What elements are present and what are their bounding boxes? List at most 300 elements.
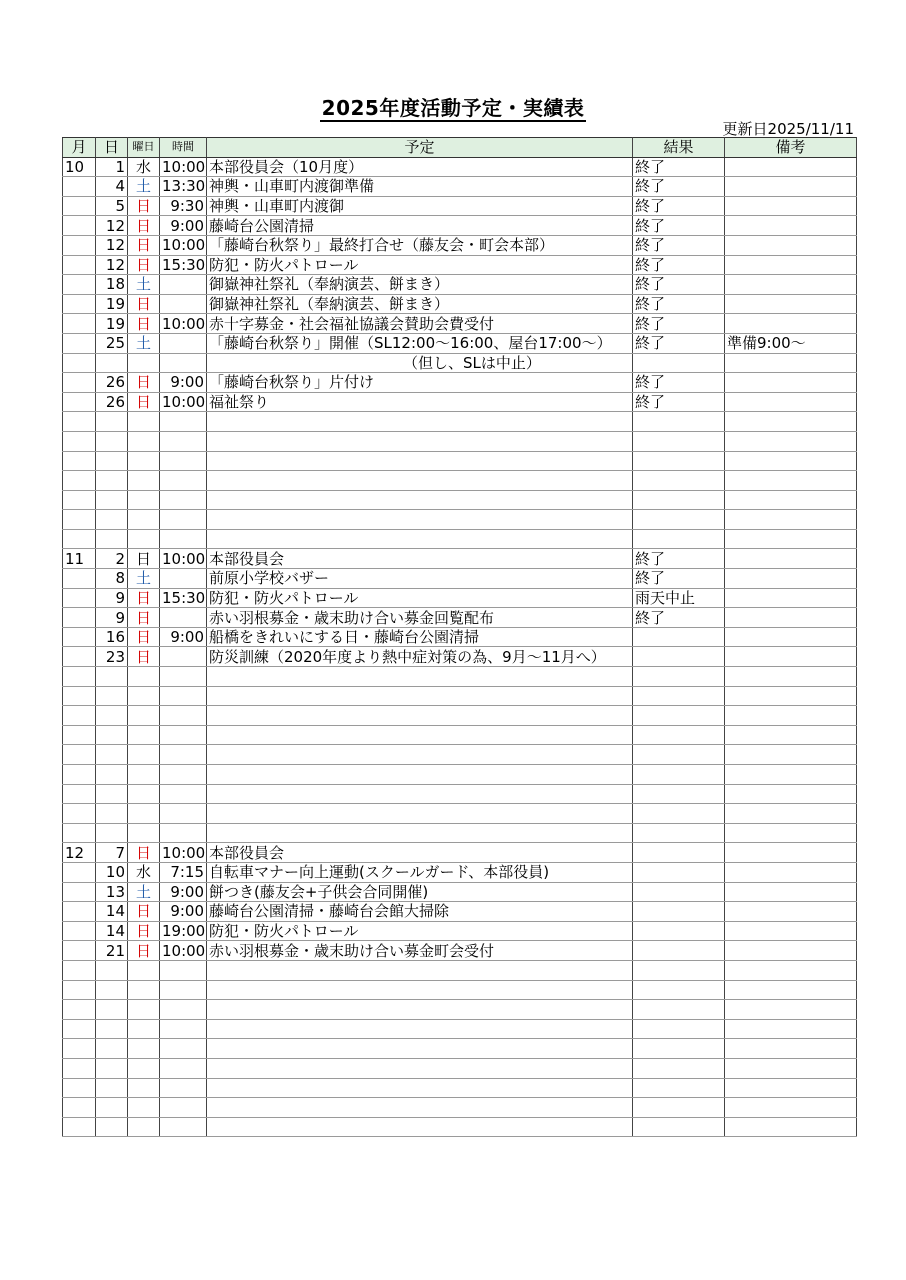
plan-cell bbox=[207, 745, 633, 765]
plan-cell bbox=[207, 725, 633, 745]
plan-cell: 自転車マナー向上運動(スクールガード、本部役員) bbox=[207, 862, 633, 882]
table-row bbox=[63, 647, 857, 667]
weekday-cell: 土 bbox=[128, 177, 160, 197]
blank-row bbox=[63, 451, 857, 471]
result-cell bbox=[633, 471, 725, 491]
weekday-cell bbox=[128, 1117, 160, 1137]
time-cell bbox=[160, 451, 207, 471]
weekday-cell bbox=[128, 1000, 160, 1020]
month-cell bbox=[63, 431, 96, 451]
month-cell bbox=[63, 588, 96, 608]
time-cell bbox=[160, 765, 207, 785]
result-cell bbox=[633, 1019, 725, 1039]
result-cell bbox=[633, 843, 725, 863]
plan-cell: 船橋をきれいにする日・藤崎台公園清掃 bbox=[207, 627, 633, 647]
day-cell bbox=[96, 412, 128, 432]
month-cell bbox=[63, 216, 96, 236]
result-cell bbox=[633, 1117, 725, 1137]
plan-cell: 御嶽神社祭礼（奉納演芸、餅まき） bbox=[207, 294, 633, 314]
weekday-cell: 土 bbox=[128, 275, 160, 295]
time-cell: 9:30 bbox=[160, 196, 207, 216]
day-cell bbox=[96, 1019, 128, 1039]
result-cell bbox=[633, 804, 725, 824]
time-cell bbox=[160, 647, 207, 667]
note-cell bbox=[725, 549, 857, 569]
result-cell bbox=[633, 451, 725, 471]
blank-row bbox=[63, 1078, 857, 1098]
weekday-cell: 日 bbox=[128, 196, 160, 216]
note-cell bbox=[725, 823, 857, 843]
day-cell: 13 bbox=[96, 882, 128, 902]
month-cell bbox=[63, 412, 96, 432]
blank-row bbox=[63, 1000, 857, 1020]
month-cell bbox=[63, 373, 96, 393]
time-cell: 10:00 bbox=[160, 314, 207, 334]
time-cell bbox=[160, 1000, 207, 1020]
plan-cell: 神輿・山車町内渡御準備 bbox=[207, 177, 633, 197]
note-cell bbox=[725, 569, 857, 589]
note-cell bbox=[725, 235, 857, 255]
month-cell bbox=[63, 294, 96, 314]
month-cell bbox=[63, 255, 96, 275]
note-cell bbox=[725, 510, 857, 530]
result-cell: 終了 bbox=[633, 216, 725, 236]
note-cell bbox=[725, 373, 857, 393]
time-cell: 9:00 bbox=[160, 627, 207, 647]
month-cell bbox=[63, 941, 96, 961]
month-cell bbox=[63, 177, 96, 197]
blank-row bbox=[63, 1039, 857, 1059]
day-cell bbox=[96, 451, 128, 471]
month-cell bbox=[63, 275, 96, 295]
time-cell bbox=[160, 333, 207, 353]
blank-row bbox=[63, 765, 857, 785]
result-cell: 終了 bbox=[633, 608, 725, 628]
note-cell bbox=[725, 529, 857, 549]
note-cell: 準備9:00～ bbox=[725, 333, 857, 353]
weekday-cell bbox=[128, 980, 160, 1000]
time-cell bbox=[160, 275, 207, 295]
time-cell: 10:00 bbox=[160, 235, 207, 255]
note-cell bbox=[725, 588, 857, 608]
note-cell bbox=[725, 157, 857, 177]
plan-cell: 防犯・防火パトロール bbox=[207, 255, 633, 275]
day-cell bbox=[96, 980, 128, 1000]
result-cell: 終了 bbox=[633, 177, 725, 197]
result-cell bbox=[633, 510, 725, 530]
note-cell bbox=[725, 706, 857, 726]
month-cell bbox=[63, 451, 96, 471]
blank-row bbox=[63, 980, 857, 1000]
weekday-cell bbox=[128, 412, 160, 432]
day-cell bbox=[96, 765, 128, 785]
weekday-cell bbox=[128, 1039, 160, 1059]
note-cell bbox=[725, 921, 857, 941]
plan-cell bbox=[207, 960, 633, 980]
result-cell: 終了 bbox=[633, 392, 725, 412]
plan-cell: 防犯・防火パトロール bbox=[207, 588, 633, 608]
result-cell bbox=[633, 980, 725, 1000]
plan-cell bbox=[207, 471, 633, 491]
weekday-cell: 日 bbox=[128, 392, 160, 412]
day-cell: 12 bbox=[96, 216, 128, 236]
weekday-cell: 土 bbox=[128, 569, 160, 589]
time-cell: 9:00 bbox=[160, 216, 207, 236]
month-cell bbox=[63, 1078, 96, 1098]
weekday-cell bbox=[128, 529, 160, 549]
plan-cell: （但し、SLは中止） bbox=[207, 353, 633, 373]
day-cell bbox=[96, 823, 128, 843]
plan-cell bbox=[207, 1058, 633, 1078]
section-first-row bbox=[63, 157, 857, 177]
day-cell bbox=[96, 804, 128, 824]
note-cell bbox=[725, 843, 857, 863]
plan-cell: 福祉祭り bbox=[207, 392, 633, 412]
note-cell bbox=[725, 686, 857, 706]
note-cell bbox=[725, 392, 857, 412]
time-cell: 9:00 bbox=[160, 902, 207, 922]
month-cell bbox=[63, 627, 96, 647]
month-cell bbox=[63, 608, 96, 628]
time-cell: 7:15 bbox=[160, 862, 207, 882]
result-cell bbox=[633, 921, 725, 941]
month-cell bbox=[63, 862, 96, 882]
result-cell bbox=[633, 706, 725, 726]
blank-row bbox=[63, 412, 857, 432]
day-cell: 14 bbox=[96, 902, 128, 922]
blank-row bbox=[63, 784, 857, 804]
plan-cell bbox=[207, 765, 633, 785]
result-cell bbox=[633, 529, 725, 549]
result-cell bbox=[633, 431, 725, 451]
result-cell: 雨天中止 bbox=[633, 588, 725, 608]
weekday-cell: 日 bbox=[128, 588, 160, 608]
month-cell bbox=[63, 647, 96, 667]
plan-cell: 「藤崎台秋祭り」開催（SL12:00～16:00、屋台17:00～） bbox=[207, 333, 633, 353]
plan-cell bbox=[207, 412, 633, 432]
time-cell: 15:30 bbox=[160, 588, 207, 608]
day-cell: 26 bbox=[96, 392, 128, 412]
note-cell bbox=[725, 431, 857, 451]
table-row bbox=[63, 882, 857, 902]
time-cell bbox=[160, 1039, 207, 1059]
result-cell bbox=[633, 490, 725, 510]
time-cell bbox=[160, 706, 207, 726]
blank-row bbox=[63, 745, 857, 765]
time-cell bbox=[160, 1078, 207, 1098]
time-cell bbox=[160, 471, 207, 491]
schedule-body bbox=[63, 157, 857, 1137]
day-cell: 12 bbox=[96, 255, 128, 275]
update-date: 更新日2025/11/11 bbox=[722, 120, 854, 138]
weekday-cell bbox=[128, 471, 160, 491]
month-cell bbox=[63, 569, 96, 589]
note-cell bbox=[725, 255, 857, 275]
day-cell bbox=[96, 725, 128, 745]
month-cell bbox=[63, 353, 96, 373]
page-title bbox=[0, 92, 906, 121]
plan-cell bbox=[207, 529, 633, 549]
blank-row bbox=[63, 1098, 857, 1118]
month-cell bbox=[63, 667, 96, 687]
note-cell bbox=[725, 471, 857, 491]
day-cell: 25 bbox=[96, 333, 128, 353]
day-cell bbox=[96, 745, 128, 765]
table-row bbox=[63, 353, 857, 373]
plan-cell bbox=[207, 1098, 633, 1118]
plan-cell bbox=[207, 1117, 633, 1137]
result-cell bbox=[633, 1058, 725, 1078]
note-cell bbox=[725, 804, 857, 824]
weekday-cell: 日 bbox=[128, 921, 160, 941]
weekday-cell bbox=[128, 1058, 160, 1078]
weekday-cell bbox=[128, 725, 160, 745]
plan-cell: 赤い羽根募金・歳末助け合い募金回覧配布 bbox=[207, 608, 633, 628]
weekday-cell: 日 bbox=[128, 314, 160, 334]
note-cell bbox=[725, 1058, 857, 1078]
table-row bbox=[63, 941, 857, 961]
table-row bbox=[63, 333, 857, 353]
time-cell bbox=[160, 960, 207, 980]
weekday-cell bbox=[128, 353, 160, 373]
note-cell bbox=[725, 745, 857, 765]
weekday-cell: 水 bbox=[128, 157, 160, 177]
table-row bbox=[63, 392, 857, 412]
result-cell: 終了 bbox=[633, 157, 725, 177]
result-cell: 終了 bbox=[633, 373, 725, 393]
plan-cell bbox=[207, 706, 633, 726]
header-row bbox=[63, 138, 857, 158]
plan-cell: 藤崎台公園清掃・藤崎台会館大掃除 bbox=[207, 902, 633, 922]
plan-cell bbox=[207, 490, 633, 510]
result-cell bbox=[633, 627, 725, 647]
plan-cell: 防災訓練（2020年度より熱中症対策の為、9月～11月へ） bbox=[207, 647, 633, 667]
weekday-cell: 日 bbox=[128, 843, 160, 863]
result-cell bbox=[633, 823, 725, 843]
result-cell bbox=[633, 882, 725, 902]
plan-cell: 藤崎台公園清掃 bbox=[207, 216, 633, 236]
month-cell bbox=[63, 392, 96, 412]
schedule-table bbox=[62, 137, 857, 1137]
weekday-cell: 日 bbox=[128, 647, 160, 667]
weekday-cell: 日 bbox=[128, 902, 160, 922]
result-cell: 終了 bbox=[633, 235, 725, 255]
result-cell bbox=[633, 784, 725, 804]
time-cell bbox=[160, 490, 207, 510]
note-cell bbox=[725, 941, 857, 961]
month-cell bbox=[63, 823, 96, 843]
time-cell: 9:00 bbox=[160, 882, 207, 902]
time-cell: 10:00 bbox=[160, 941, 207, 961]
blank-row bbox=[63, 804, 857, 824]
time-cell bbox=[160, 686, 207, 706]
result-cell bbox=[633, 667, 725, 687]
month-cell bbox=[63, 235, 96, 255]
page-title-text: 2025年度活動予定・実績表 bbox=[321, 96, 585, 120]
month-cell bbox=[63, 1117, 96, 1137]
time-cell bbox=[160, 1098, 207, 1118]
note-cell bbox=[725, 177, 857, 197]
result-cell bbox=[633, 1039, 725, 1059]
plan-cell: 本部役員会 bbox=[207, 843, 633, 863]
time-cell bbox=[160, 823, 207, 843]
plan-cell bbox=[207, 823, 633, 843]
day-cell: 7 bbox=[96, 843, 128, 863]
month-cell bbox=[63, 960, 96, 980]
month-cell bbox=[63, 902, 96, 922]
month-cell bbox=[63, 725, 96, 745]
header-note: 備考 bbox=[725, 138, 857, 158]
weekday-cell bbox=[128, 765, 160, 785]
blank-row bbox=[63, 529, 857, 549]
plan-cell bbox=[207, 1078, 633, 1098]
table-row bbox=[63, 196, 857, 216]
day-cell bbox=[96, 686, 128, 706]
note-cell bbox=[725, 412, 857, 432]
table-row bbox=[63, 216, 857, 236]
weekday-cell: 日 bbox=[128, 235, 160, 255]
note-cell bbox=[725, 216, 857, 236]
weekday-cell: 土 bbox=[128, 882, 160, 902]
day-cell: 2 bbox=[96, 549, 128, 569]
day-cell: 4 bbox=[96, 177, 128, 197]
time-cell bbox=[160, 353, 207, 373]
blank-row bbox=[63, 471, 857, 491]
result-cell: 終了 bbox=[633, 275, 725, 295]
month-cell: 12 bbox=[63, 843, 96, 863]
blank-row bbox=[63, 1058, 857, 1078]
day-cell bbox=[96, 529, 128, 549]
time-cell bbox=[160, 569, 207, 589]
plan-cell bbox=[207, 1019, 633, 1039]
time-cell bbox=[160, 1019, 207, 1039]
weekday-cell: 土 bbox=[128, 333, 160, 353]
month-cell bbox=[63, 1000, 96, 1020]
note-cell bbox=[725, 490, 857, 510]
time-cell: 13:30 bbox=[160, 177, 207, 197]
day-cell: 26 bbox=[96, 373, 128, 393]
time-cell bbox=[160, 804, 207, 824]
note-cell bbox=[725, 882, 857, 902]
plan-cell bbox=[207, 784, 633, 804]
result-cell: 終了 bbox=[633, 569, 725, 589]
note-cell bbox=[725, 353, 857, 373]
plan-cell: 防犯・防火パトロール bbox=[207, 921, 633, 941]
time-cell bbox=[160, 745, 207, 765]
time-cell bbox=[160, 1058, 207, 1078]
result-cell bbox=[633, 1098, 725, 1118]
time-cell bbox=[160, 510, 207, 530]
note-cell bbox=[725, 275, 857, 295]
day-cell: 12 bbox=[96, 235, 128, 255]
time-cell bbox=[160, 431, 207, 451]
result-cell: 終了 bbox=[633, 314, 725, 334]
table-row bbox=[63, 235, 857, 255]
header-weekday: 曜日 bbox=[128, 138, 160, 158]
header-time: 時間 bbox=[160, 138, 207, 158]
day-cell bbox=[96, 1078, 128, 1098]
month-cell bbox=[63, 1058, 96, 1078]
time-cell bbox=[160, 784, 207, 804]
month-cell bbox=[63, 333, 96, 353]
time-cell bbox=[160, 980, 207, 1000]
table-row bbox=[63, 608, 857, 628]
result-cell bbox=[633, 1078, 725, 1098]
result-cell bbox=[633, 725, 725, 745]
plan-cell bbox=[207, 431, 633, 451]
section-first-row bbox=[63, 843, 857, 863]
weekday-cell: 日 bbox=[128, 373, 160, 393]
weekday-cell bbox=[128, 667, 160, 687]
plan-cell: 「藤崎台秋祭り」最終打合せ（藤友会・町会本部） bbox=[207, 235, 633, 255]
weekday-cell: 水 bbox=[128, 862, 160, 882]
day-cell: 9 bbox=[96, 588, 128, 608]
weekday-cell bbox=[128, 823, 160, 843]
table-row bbox=[63, 862, 857, 882]
note-cell bbox=[725, 647, 857, 667]
blank-row bbox=[63, 686, 857, 706]
time-cell bbox=[160, 608, 207, 628]
day-cell: 21 bbox=[96, 941, 128, 961]
plan-cell: 御嶽神社祭礼（奉納演芸、餅まき） bbox=[207, 275, 633, 295]
plan-cell: 餅つき(藤友会+子供会合同開催) bbox=[207, 882, 633, 902]
blank-row bbox=[63, 823, 857, 843]
note-cell bbox=[725, 667, 857, 687]
day-cell: 1 bbox=[96, 157, 128, 177]
result-cell bbox=[633, 960, 725, 980]
plan-cell bbox=[207, 686, 633, 706]
weekday-cell: 日 bbox=[128, 627, 160, 647]
day-cell: 19 bbox=[96, 294, 128, 314]
weekday-cell: 日 bbox=[128, 216, 160, 236]
result-cell bbox=[633, 686, 725, 706]
month-cell bbox=[63, 921, 96, 941]
weekday-cell: 日 bbox=[128, 941, 160, 961]
table-row bbox=[63, 314, 857, 334]
result-cell bbox=[633, 1000, 725, 1020]
month-cell bbox=[63, 1039, 96, 1059]
header-result: 結果 bbox=[633, 138, 725, 158]
result-cell: 終了 bbox=[633, 333, 725, 353]
weekday-cell bbox=[128, 745, 160, 765]
result-cell: 終了 bbox=[633, 196, 725, 216]
weekday-cell bbox=[128, 510, 160, 530]
time-cell: 10:00 bbox=[160, 549, 207, 569]
blank-row bbox=[63, 706, 857, 726]
result-cell bbox=[633, 745, 725, 765]
note-cell bbox=[725, 862, 857, 882]
plan-cell bbox=[207, 451, 633, 471]
day-cell bbox=[96, 1058, 128, 1078]
result-cell bbox=[633, 765, 725, 785]
day-cell bbox=[96, 1098, 128, 1118]
day-cell bbox=[96, 1039, 128, 1059]
plan-cell: 本部役員会 bbox=[207, 549, 633, 569]
note-cell bbox=[725, 960, 857, 980]
day-cell bbox=[96, 784, 128, 804]
time-cell bbox=[160, 667, 207, 687]
table-row bbox=[63, 569, 857, 589]
plan-cell: 神輿・山車町内渡御 bbox=[207, 196, 633, 216]
month-cell bbox=[63, 882, 96, 902]
table-row bbox=[63, 588, 857, 608]
day-cell bbox=[96, 490, 128, 510]
plan-cell: 本部役員会（10月度） bbox=[207, 157, 633, 177]
header-day: 日 bbox=[96, 138, 128, 158]
blank-row bbox=[63, 431, 857, 451]
result-cell: 終了 bbox=[633, 255, 725, 275]
time-cell: 10:00 bbox=[160, 392, 207, 412]
